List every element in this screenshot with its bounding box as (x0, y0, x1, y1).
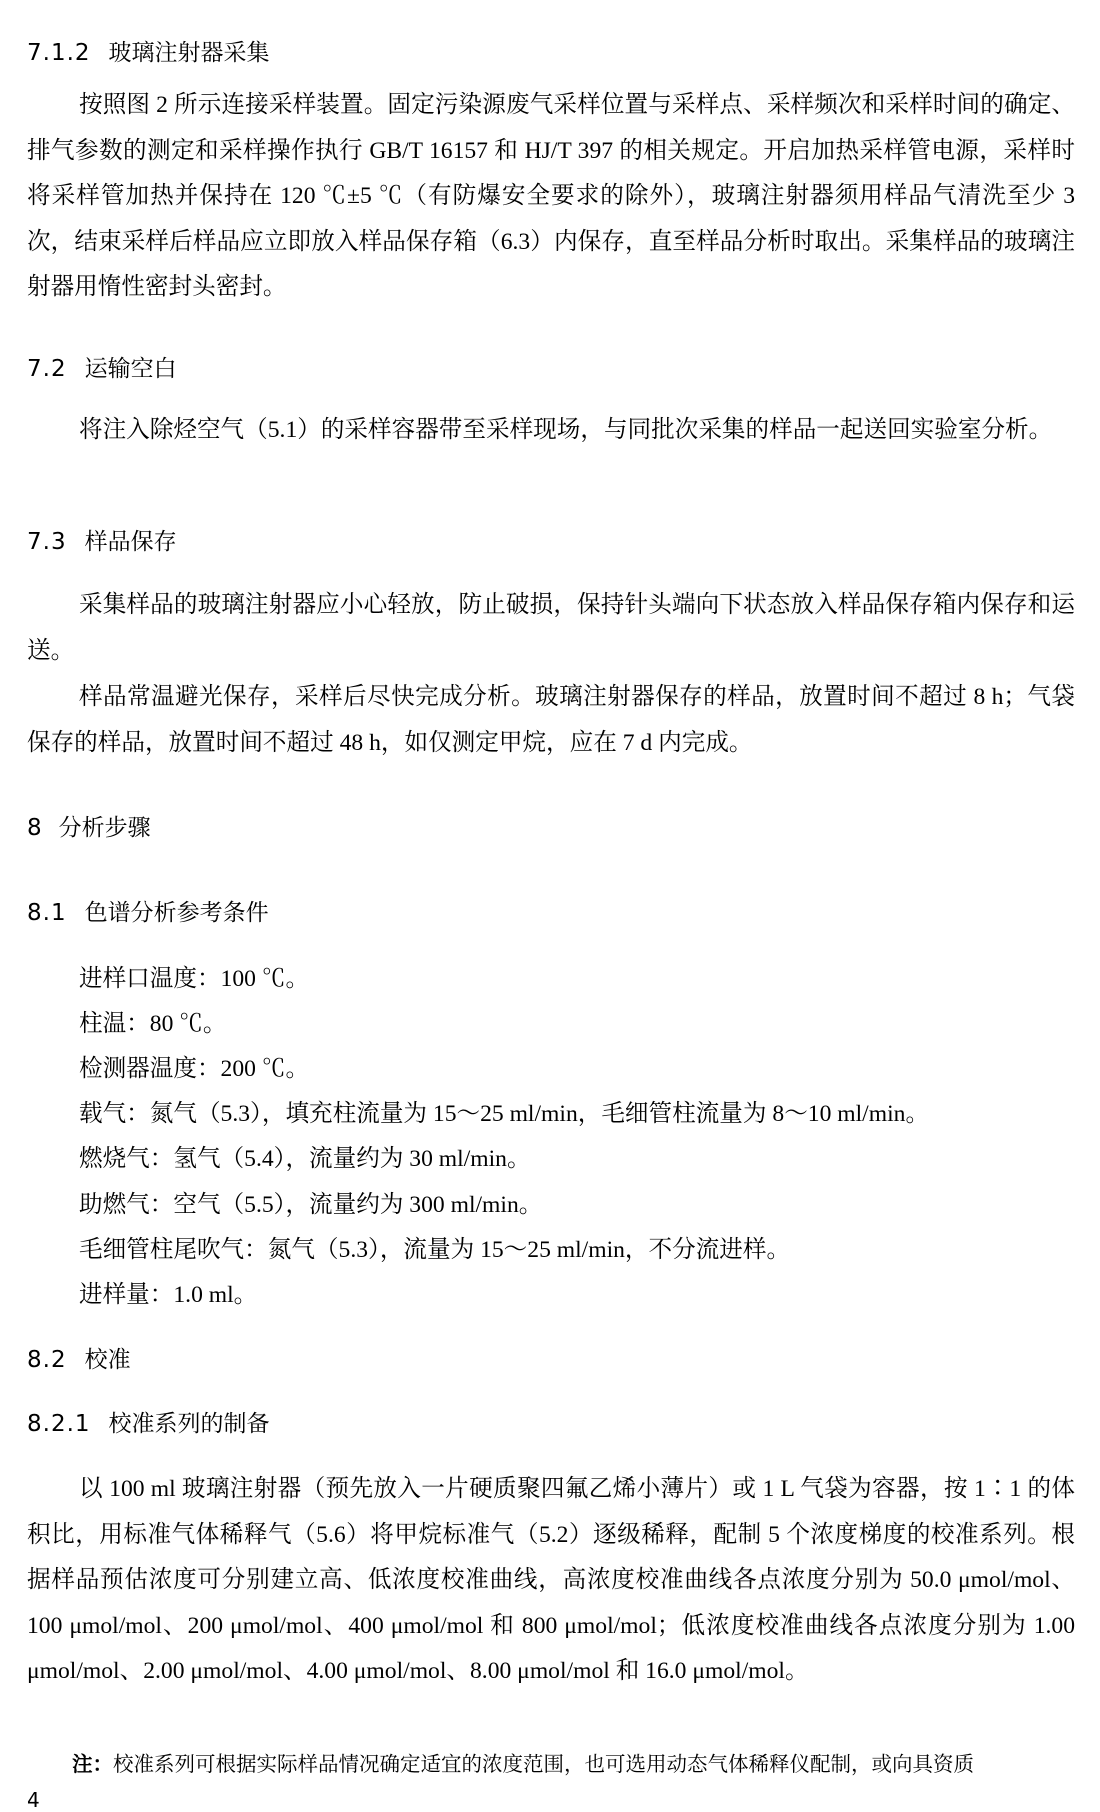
note (72, 1749, 1075, 1780)
section-title: 样品保存 (84, 529, 177, 555)
section-title: 玻璃注射器采集 (108, 40, 270, 66)
condition-line: 进样口温度：100 ℃。 (79, 966, 310, 992)
chapter-8-heading (27, 813, 151, 843)
condition-line: 载气：氮气（5.3），填充柱流量为 15～25 ml/min，毛细管柱流量为 8～10 ml/min。 (79, 1101, 930, 1127)
section-7-1-2-paragraph: 按照图 2 所示连接采样装置。固定污染源废气采样位置与采样点、采样频次和采样时间的确定、排气参数的测定和采样操作执行 GB/T 16157 和 HJ/T 397 的相关规定。开启加热采样管电源，采样时将采样管加热并保持在 120 ℃±5 ℃（有防爆安全要求的除外），玻璃注射器须用样品气清洗至少 3 次，结束采样后样品应立即放入样品保存箱（6.3）内保存，直至样品分析时取出。采集样品的玻璃注射器用惰性密封头密封。 (27, 92, 1075, 300)
condition-line: 助燃气：空气（5.5），流量约为 300 ml/min。 (79, 1192, 543, 1218)
section-title: 校准 (84, 1347, 131, 1373)
section-title: 色谱分析参考条件 (84, 900, 269, 926)
section-8-2-heading (27, 1345, 131, 1375)
section-7-2-heading (27, 354, 177, 384)
section-number: 8 (27, 815, 43, 841)
section-number: 8.2 (27, 1347, 67, 1373)
section-number: 7.2 (27, 356, 67, 382)
condition-line: 燃烧气：氢气（5.4），流量约为 30 ml/min。 (79, 1146, 531, 1172)
section-number: 7.3 (27, 529, 67, 555)
condition-line: 进样量：1.0 ml。 (79, 1282, 258, 1308)
section-title: 分析步骤 (58, 815, 151, 841)
section-8-1-heading (27, 898, 269, 928)
page-number: 4 (27, 1788, 40, 1812)
section-title: 校准系列的制备 (108, 1411, 270, 1437)
section-number: 8.2.1 (27, 1411, 91, 1437)
section-7-3-paragraph-1: 采集样品的玻璃注射器应小心轻放，防止破损，保持针头端向下状态放入样品保存箱内保存和运送。 (27, 592, 1075, 664)
section-number: 7.1.2 (27, 40, 91, 66)
note-label: 注： (72, 1752, 113, 1776)
condition-line: 柱温：80 ℃。 (79, 1011, 227, 1037)
section-8-2-1-heading (27, 1409, 270, 1439)
section-8-2-1-paragraph: 以 100 ml 玻璃注射器（预先放入一片硬质聚四氟乙烯小薄片）或 1 L 气袋为容器，按 1∶1 的体积比，用标准气体稀释气（5.6）将甲烷标准气（5.2）逐级稀释，配制 5 个浓度梯度的校准系列。根据样品预估浓度可分别建立高、低浓度校准曲线，高浓度校准曲线各点浓度分别为 50.0 μmol/mol、100 μmol/mol、200 μmol/mol、400 μmol/mol 和 800 μmol/mol；低浓度校准曲线各点浓度分别为 1.00 μmol/mol、2.00 μmol/mol、4.00 μmol/mol、8.00 μmol/mol 和 16.0 μmol/mol。 (27, 1476, 1075, 1684)
section-7-3-heading (27, 527, 177, 557)
note-text: 校准系列可根据实际样品情况确定适宜的浓度范围，也可选用动态气体稀释仪配制，或向具资质 (113, 1754, 974, 1776)
condition-line: 毛细管柱尾吹气：氮气（5.3），流量为 15～25 ml/min，不分流进样。 (79, 1237, 791, 1263)
section-7-1-2-heading (27, 38, 270, 68)
section-number: 8.1 (27, 900, 67, 926)
condition-line: 检测器温度：200 ℃。 (79, 1056, 310, 1082)
section-7-3-paragraph-2: 样品常温避光保存，采样后尽快完成分析。玻璃注射器保存的样品，放置时间不超过 8 h；气袋保存的样品，放置时间不超过 48 h，如仅测定甲烷，应在 7 d 内完成。 (27, 684, 1075, 756)
section-7-2-paragraph: 将注入除烃空气（5.1）的采样容器带至采样现场，与同批次采集的样品一起送回实验室分析。 (79, 417, 1053, 443)
section-title: 运输空白 (84, 356, 177, 382)
